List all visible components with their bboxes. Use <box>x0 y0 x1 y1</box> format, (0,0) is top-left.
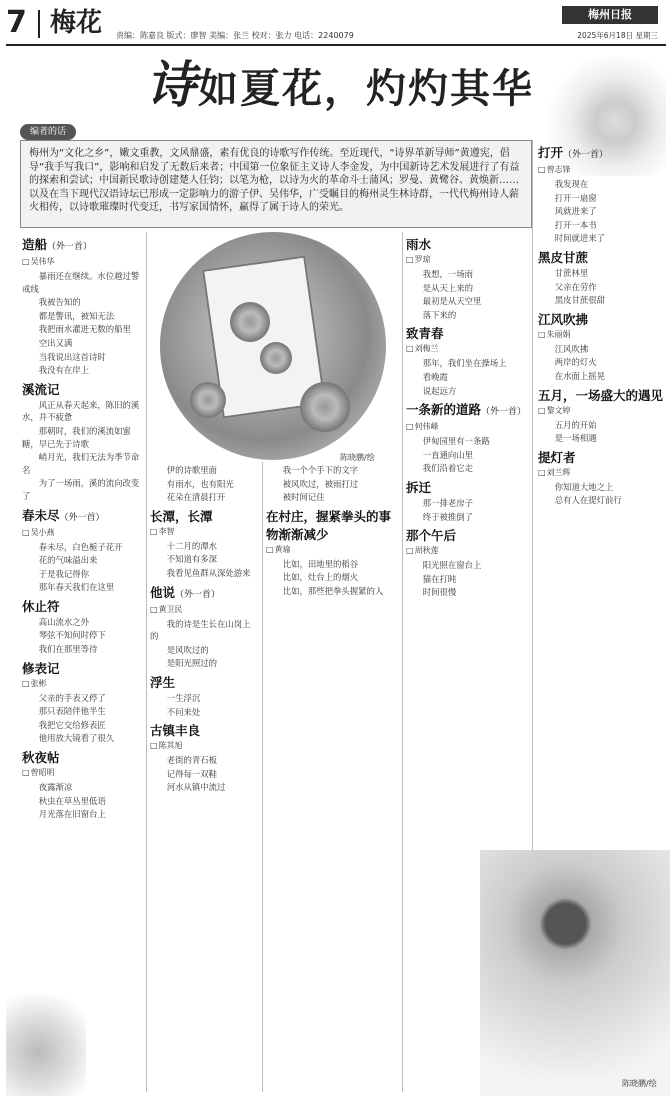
poem-line: 他用放大镜看了很久 <box>38 733 115 744</box>
poem-line: 我们在那里等待 <box>38 644 98 655</box>
sunflower-credit: 陈晓鹏/绘 <box>622 1079 657 1088</box>
poem-line: 那年春天我们在这里 <box>38 582 115 593</box>
poem-line: 夜露渐凉 <box>38 782 73 793</box>
poem-author: □ 何伟峰 <box>406 421 528 432</box>
poem-line: 花朵在清晨打开 <box>166 492 226 503</box>
poem-line: 我发现在 <box>554 179 589 189</box>
poem-title <box>150 508 258 526</box>
poem-line: 风正从春天起来，陈旧的溪水，并不疲惫 <box>22 399 140 423</box>
poem-title-text: 修表记 <box>22 660 60 676</box>
poem-title <box>22 660 142 678</box>
poem-title-tag: （外一首） <box>59 512 105 523</box>
headline-first-char: 诗 <box>146 55 198 114</box>
poem-title-text: 提灯者 <box>538 449 576 465</box>
poem-line: 一生浮沉 <box>166 692 201 703</box>
poem-line: 那只表陪伴他半生 <box>38 706 106 717</box>
rose-image <box>190 382 226 418</box>
poem-line: 是一场相遇 <box>554 433 597 444</box>
poem-line: 秋虫在草丛里低语 <box>38 795 106 806</box>
intro-paragraph: 梅州为“文化之乡”，嫩文重教，文风鼎盛，素有优良的诗歌写作传统。至近现代，“诗界革新导师”黄遵宪，倡导“我手写我口”，影响和启发了无数后来者；中国第一位象征主义诗人李金发，为中国新诗艺术发展进行了有益的探索和尝试；中国新民歌诗创建楚人任钧；以笔为枪，以诗为火的革命斗士蒲风；罗曼、黄鹭谷、黄焕新……以及在当下现代汉语诗坛已形成一定影响力的游子伊、吴伟华，广受瞩目的梅州灵生林诗群，一代代梅州诗人薪火相传，以诗歌璀璨时代变迁，书写家国情怀，赢得了属于诗人的荣光。 <box>20 140 532 228</box>
poem-title <box>150 722 258 740</box>
flower-painting-photo <box>160 232 386 460</box>
rose-image <box>230 302 270 342</box>
poem-line: 比如，田地里的稻谷 <box>282 558 359 569</box>
poem-line: 是从天上来的 <box>422 282 474 293</box>
header-rule <box>6 44 666 46</box>
poem-title-text: 一条新的道路 <box>406 402 482 418</box>
poem-line: 不知道有多深 <box>166 554 218 565</box>
poem-line: 落下来的 <box>422 309 457 320</box>
poem-title <box>538 249 666 267</box>
poem-line: 我被告知的 <box>38 297 81 308</box>
poem-line: 我没有在岸上 <box>38 365 90 376</box>
poem-line: 琴弦不知何时停下 <box>38 630 106 641</box>
poem-line: 五月的开始 <box>554 419 597 430</box>
poem-line: 猫在打盹 <box>422 573 457 584</box>
poem-line: 伊甸园里有一条路 <box>422 436 490 447</box>
poem-line: 空出又满 <box>38 337 73 348</box>
poem-title <box>538 144 666 164</box>
poem-line: 是风吹过的 <box>166 644 209 655</box>
poem-line: 峭月光，我们无法为季节命名 <box>22 452 140 475</box>
poem-line: 父亲在劳作 <box>554 281 597 292</box>
poem-line: 最初是从天空里 <box>422 296 482 307</box>
poem-line: 父亲的手表又停了 <box>38 692 106 703</box>
poem-line: 江风吹拂 <box>554 343 589 354</box>
poem-line: 我们沿着它走 <box>422 463 474 474</box>
poem-line: 那一排老房子 <box>422 497 474 508</box>
poem-title <box>406 325 528 343</box>
poem-title-text: 那个午后 <box>406 528 457 544</box>
poem-title-text: 造船 <box>22 237 48 252</box>
poem-line: 老街的青石板 <box>166 755 218 766</box>
poem-line: 花的气味溢出来 <box>38 555 98 566</box>
poem-title <box>22 749 142 767</box>
poem-line: 你知道大地之上 <box>554 481 614 492</box>
column-5 <box>538 140 666 850</box>
poem-line: 是阳光照过的 <box>166 658 218 669</box>
poem-line: 我把雨水灌进无数的船里 <box>38 324 131 335</box>
poem-author: □ 周秋莲 <box>406 545 528 556</box>
poem-title <box>538 311 666 329</box>
poem-title <box>538 387 666 405</box>
poem-title-text: 江风吹拂 <box>538 311 589 327</box>
poem-author: □ 吴伟华 <box>22 256 142 267</box>
poem-title-text: 在村庄，握紧拳头的事物渐渐减少 <box>266 508 392 542</box>
poem-line: 河水从镇中流过 <box>166 782 226 793</box>
decorative-flower-image <box>6 986 86 1096</box>
poem-line: 终于被推倒了 <box>422 511 474 522</box>
poem-title <box>406 401 528 421</box>
poem-author: □ 黎文婷 <box>538 405 666 416</box>
poem-line: 黑皮甘蔗很甜 <box>554 295 606 306</box>
poem-author: □ 吴小燕 <box>22 527 142 538</box>
column-divider <box>146 232 147 1092</box>
poem-line: 当我说出这首诗时 <box>38 351 106 362</box>
poem-title-text: 黑皮甘蔗 <box>538 249 589 265</box>
column-3 <box>266 464 398 1094</box>
poem-line: 说起远方 <box>422 385 457 396</box>
poem-title-text: 古镇丰良 <box>150 723 201 739</box>
poem-title <box>406 479 528 497</box>
poem-line: 时间就进来了 <box>554 233 606 244</box>
poem-line: 阳光照在窗台上 <box>422 560 482 571</box>
poem-author: □ 黄瑜 <box>266 544 398 555</box>
poem-title <box>150 674 258 692</box>
poem-line: 看晚霞 <box>422 371 448 382</box>
poem-line: 暴雨还在继续。水位越过警戒线 <box>22 271 140 294</box>
poem-title-text: 致青春 <box>406 326 444 342</box>
poem-title <box>22 598 142 616</box>
poem-author: □ 罗琼 <box>406 254 528 265</box>
poem-title-tag: （外一首） <box>481 407 527 418</box>
poem-title-text: 他说 <box>150 584 176 600</box>
poem-line: 一直通向山里 <box>422 449 474 460</box>
poem-author: □ 朱丽娟 <box>538 329 666 340</box>
poem-line: 在水面上摇晃 <box>554 370 606 381</box>
poem-line: 我把它交给修表匠 <box>38 719 106 730</box>
poem-line: 那年，我们坐在操场上 <box>422 358 507 369</box>
photo-credit: 陈晓鹏/绘 <box>340 453 375 462</box>
poem-title <box>22 236 142 256</box>
poem-title-text: 春未尽 <box>22 507 60 523</box>
poem-line: 十二月的潭水 <box>166 540 218 551</box>
poem-author: □ 黄卫民 <box>150 604 258 615</box>
poem-title-tag: （外一首） <box>47 242 93 252</box>
poem-line: 打开一本书 <box>554 219 597 230</box>
newspaper-logo: 梅州日报 <box>562 6 658 24</box>
rose-image <box>260 342 292 374</box>
header-divider <box>38 10 40 38</box>
poem-line: 伊的诗歌里面 <box>166 465 218 475</box>
poem-line: 打开一扇窗 <box>554 192 597 203</box>
sunflower-image <box>480 850 670 1096</box>
poem-title <box>406 527 528 545</box>
poem-line: 记得每一双鞋 <box>166 768 218 779</box>
poem-title <box>22 507 142 527</box>
poem-title-text: 打开 <box>538 145 564 160</box>
poem-title <box>150 584 258 604</box>
poem-author: □ 张彬 <box>22 678 142 689</box>
poem-line: 我的诗是生长在山岗上的 <box>150 618 251 642</box>
poem-title <box>266 508 398 544</box>
poem-line: 甘蔗林里 <box>554 267 589 278</box>
poem-line: 都是警讯，被知无法 <box>38 310 115 321</box>
poem-line: 风就进来了 <box>554 206 597 217</box>
poem-author: □ 曾昭明 <box>22 767 142 778</box>
column-divider <box>262 462 263 1092</box>
poem-line: 被风吹过，被雨打过 <box>282 478 359 489</box>
poem-author: □ 李智 <box>150 526 258 537</box>
poem-author: □ 陈其旭 <box>150 740 258 751</box>
poem-title-text: 浮生 <box>150 674 176 690</box>
poem-line: 比如，灶台上的烟火 <box>282 572 359 583</box>
poem-line: 我一个个手下的文字 <box>282 465 359 475</box>
poem-title-text: 雨水 <box>406 237 432 252</box>
poem-title-tag: （外一首） <box>175 589 221 600</box>
poem-line: 时间很慢 <box>422 587 457 598</box>
poem-title-text: 五月，一场盛大的遇见 <box>538 387 664 403</box>
poem-title-text: 秋夜帖 <box>22 750 60 766</box>
headline <box>60 50 620 120</box>
poem-line: 于是我记得你 <box>38 568 90 579</box>
page-number: 7 <box>6 5 27 40</box>
poem-line: 被时间记住 <box>282 492 325 503</box>
poem-line: 月光落在旧窗台上 <box>38 809 106 820</box>
poem-title-text: 拆迁 <box>406 479 432 495</box>
poem-line: 两岸的灯火 <box>554 357 597 368</box>
editor-note-tag: 编者的话 <box>20 124 76 140</box>
poem-line: 我想，一场雨 <box>422 269 474 279</box>
section-name: 梅花 <box>50 8 103 38</box>
poem-line: 比如，那些把拳头握紧的人 <box>282 585 384 596</box>
page-header <box>0 0 672 46</box>
poem-title <box>22 381 142 399</box>
poem-line: 那朝时，我们的溪流如蜜糖，早已先于诗歌 <box>22 425 131 449</box>
poem-author: □ 曾志锋 <box>538 164 666 175</box>
column-2 <box>150 464 258 1094</box>
rose-image <box>300 382 350 432</box>
poem-title-text: 长潭，长潭 <box>150 508 213 524</box>
poem-author: □ 刘梅兰 <box>406 343 528 354</box>
headline-rest: 如夏花，灼灼其华 <box>198 65 534 112</box>
poem-line: 春未尽，白色栀子花开 <box>38 541 123 552</box>
column-divider <box>402 232 403 1092</box>
poem-title-text: 溪流记 <box>22 381 60 397</box>
poem-line: 不问来处 <box>166 706 201 717</box>
poem-title-tag: （外一首） <box>563 150 609 160</box>
poem-line: 我看见鱼群从深处游来 <box>166 567 251 578</box>
poem-author: □ 刘兰辉 <box>538 467 666 478</box>
poem-line: 高山流水之外 <box>38 616 90 627</box>
poem-title <box>538 449 666 467</box>
poem-title <box>406 236 528 254</box>
editor-credits: 责编：陈嘉良 版式：廖智 美编：张兰 校对：张力 电话：2240079 <box>116 31 354 40</box>
poem-line: 有雨水，也有阳光 <box>166 478 234 489</box>
poem-line: 为了一场雨，溪的流向改变了 <box>22 478 140 501</box>
column-1 <box>22 232 142 992</box>
poem-title-text: 休止符 <box>22 598 60 614</box>
poem-line: 总有人在提灯前行 <box>554 495 622 506</box>
date-line: 2025年6月18日 星期三 <box>577 31 658 40</box>
